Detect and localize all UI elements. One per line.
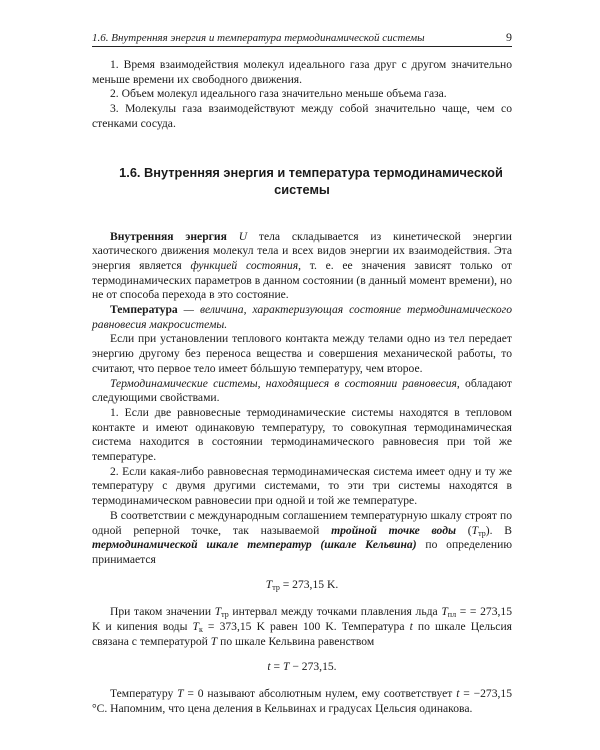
property-2: 2. Если какая-либо равновесная термодинамическая система имеет одну и ту же температуру с двумя другими системами, то эти три системы находятся в термодинамическом равновесии при одной и той же температуре.	[92, 464, 512, 508]
running-header	[92, 30, 512, 45]
term-internal-energy: Внутренняя энергия	[110, 229, 227, 243]
paragraph-equilibrium-properties: Термодинамические системы, находящиеся в состоянии равновесия, обладают следующими свойствами.	[92, 376, 512, 405]
paragraph-thermal-contact: Если при установлении теплового контакта между телами одно из тел передает энергию другому без переноса вещества и совершения механической работы, то считают, что первое тело имеет бóльшую температуру, чем второе.	[92, 332, 512, 375]
header-rule	[92, 46, 512, 47]
running-title: 1.6. Внутренняя энергия и температура термодинамической системы	[92, 32, 425, 44]
page-content	[92, 58, 512, 717]
paragraph-temperature-definition: Температура — величина, характеризующая состояние термодинамического равновесия макросистемы.	[92, 303, 512, 331]
list-item: 3. Молекулы газа взаимодействуют между собой значительно чаще, чем со стенками сосуда.	[92, 102, 512, 130]
term-temperature: Температура	[110, 303, 178, 317]
formula-celsius: t = T − 273,15.	[267, 659, 337, 673]
paragraph-kelvin-scale: В соответствии с международным соглашением температурную шкалу строят по одной реперной точке, так называемой тройной точке воды $(T_{тр})$. В термодинамической шкале температур (шкале Кельвина) по определению принимается	[92, 508, 513, 566]
list-item: 2. Объем молекул идеального газа значительно меньше объема газа.	[110, 87, 447, 101]
paragraph-absolute-zero: Температуру T = 0 называют абсолютным нулем, ему соответствует t = −273,15 °C. Напомним, что цена деления в Кельвинах и градусах Цельсия одинакова.	[92, 687, 513, 715]
section-title: 1.6. Внутренняя энергия и температура термодинамической системы	[119, 164, 503, 197]
paragraph-internal-energy: Внутренняя энергия U тела складывается из кинетической энергии хаотического движения молекул тела и всех видов энергии их взаимодействия. Эта энергия является функцией состояния, т. е. ее значения зависят только от термодинамических параметров в данном состоянии (в данный момент времени), но не от способа перехода в это состояние.	[92, 229, 512, 302]
formula-triple-point: $T_{тр} = 273,15$ K.	[265, 577, 339, 592]
paragraph-celsius-relation: При таком значении $T_{тр}$ интервал между точками плавления льда $T_{пл}$ = = 273,15 K и кипения воды $T_к = 373,15$ K равен 100 K. Температура t по шкале Цельсия связана с температурой T по шкале Кельвина равенством	[92, 605, 512, 648]
list-item: 1. Время взаимодействия молекул идеального газа друг с другом значительно меньше времени их свободного движения.	[92, 58, 512, 86]
page-number: 9	[506, 30, 512, 44]
property-1: 1. Если две равновесные термодинамические системы находятся в тепловом контакте и имеют одинаковую температуру, то совокупная термодинамическая система находится в состоянии термодинамического равновесия при той же температуре.	[92, 405, 512, 464]
